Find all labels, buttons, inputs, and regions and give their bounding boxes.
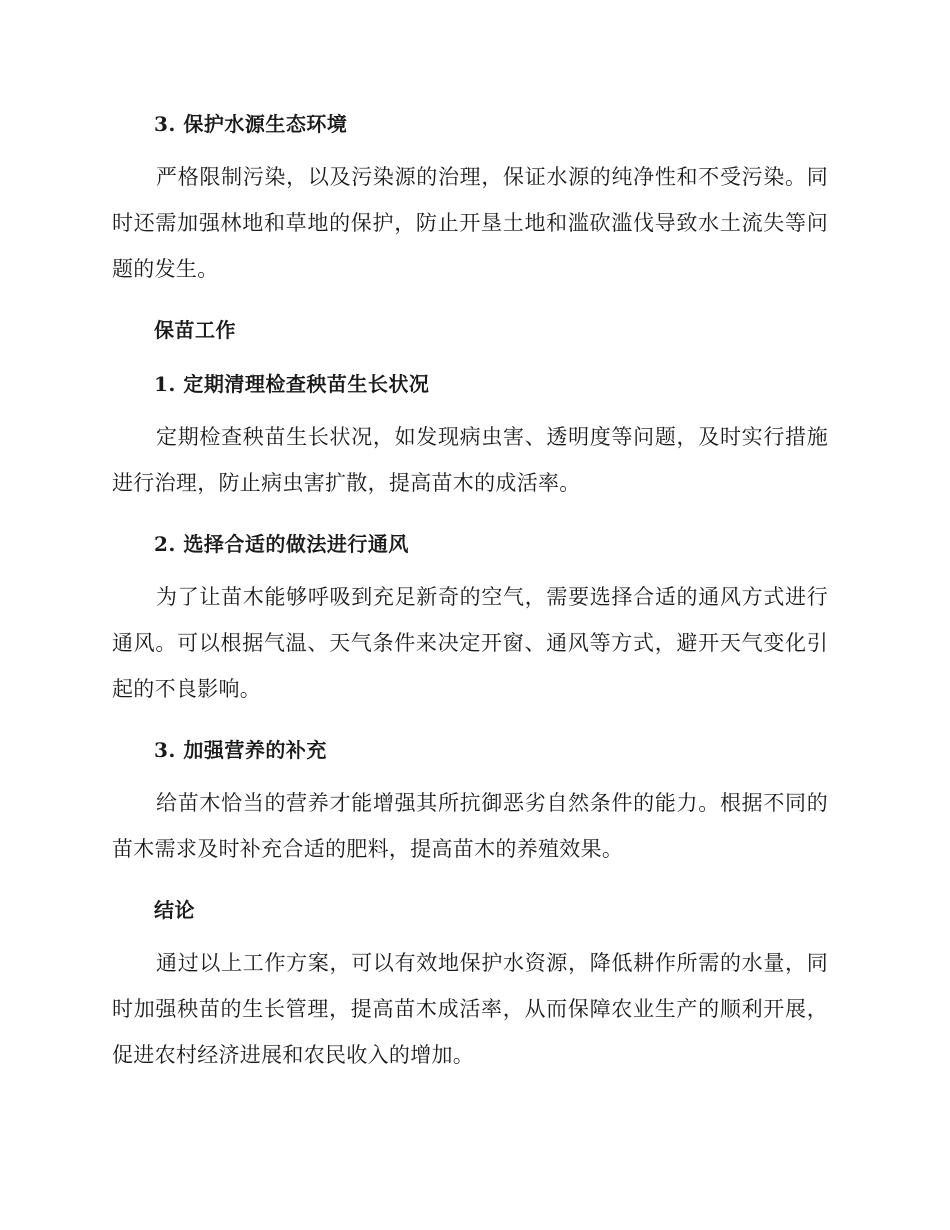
paragraph-inspection: 定期检查秧苗生长状况，如发现病虫害、透明度等问题，及时实行措施进行治理，防止病虫害扩散，提高苗木的成活率。	[112, 425, 828, 495]
section-heading-ventilation: 2. 选择合适的做法进行通风	[154, 532, 409, 556]
section-heading-seedling-work: 保苗工作	[154, 318, 236, 342]
paragraph-water-protection: 严格限制污染，以及污染源的治理，保证水源的纯净性和不受污染。同时还需加强林地和草地的保护，防止开垦土地和滥砍滥伐导致水土流失等问题的发生。	[112, 165, 828, 281]
section-heading-water-protection: 3. 保护水源生态环境	[154, 112, 348, 136]
paragraph-nutrition: 给苗木恰当的营养才能增强其所抗御恶劣自然条件的能力。根据不同的苗木需求及时补充合适的肥料，提高苗木的养殖效果。	[112, 791, 828, 861]
paragraph-ventilation: 为了让苗木能够呼吸到充足新奇的空气，需要选择合适的通风方式进行通风。可以根据气温、天气条件来决定开窗、通风等方式，避开天气变化引起的不良影响。	[112, 585, 828, 701]
section-heading-inspection: 1. 定期清理检查秧苗生长状况	[154, 372, 430, 396]
paragraph-conclusion: 通过以上工作方案，可以有效地保护水资源，降低耕作所需的水量，同时加强秧苗的生长管理，提高苗木成活率，从而保障农业生产的顺利开展，促进农村经济进展和农民收入的增加。	[112, 951, 828, 1067]
section-heading-nutrition: 3. 加强营养的补充	[154, 738, 327, 762]
document-page	[112, 108, 828, 1078]
section-heading-conclusion: 结论	[154, 898, 195, 922]
